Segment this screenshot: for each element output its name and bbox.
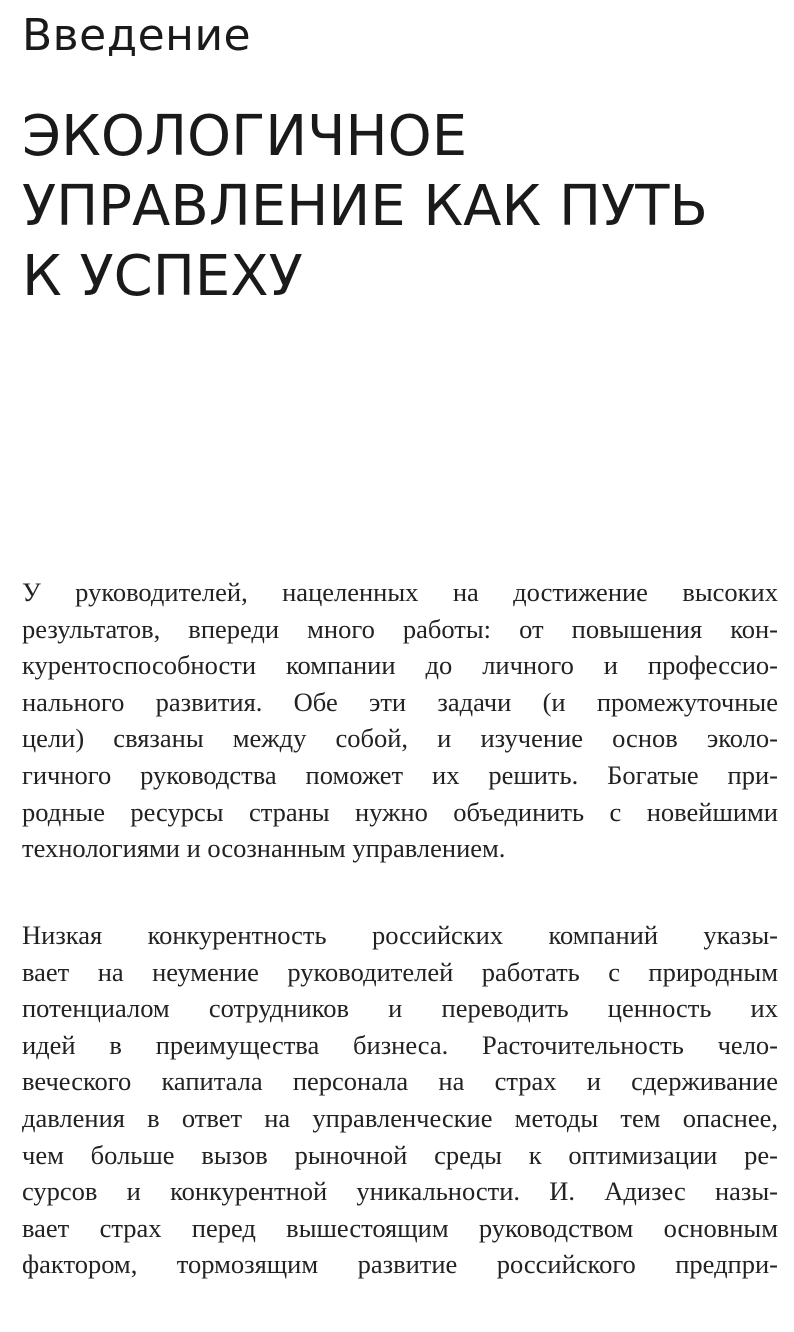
chapter-title-line: УПРАВЛЕНИЕ КАК ПУТЬ — [22, 174, 708, 239]
chapter-title-line: К УСПЕХУ — [22, 244, 303, 309]
text-line: курентоспособности компании до личного и профессио- — [22, 650, 778, 681]
text-line: Низкая конкурентность российских компаний указы- — [22, 920, 778, 950]
text-line: идей в преимущества бизнеса. Расточительность чело- — [22, 1029, 778, 1060]
text-line: нального развития. Обе эти задачи (и промежуточные — [22, 686, 778, 717]
text-line: родные ресурсы страны нужно объединить с новейшими — [22, 796, 778, 827]
text-line: веческого капитала персонала на страх и сдерживание — [22, 1066, 778, 1097]
chapter-title — [22, 102, 708, 312]
text-line: результатов, впереди много работы: от повышения кон- — [22, 613, 778, 644]
section-label: Введение — [22, 10, 252, 61]
text-line: фактором, тормозящим развитие российского предпри- — [22, 1249, 778, 1280]
chapter-title-line: ЭКОЛОГИЧНОЕ — [22, 104, 468, 169]
text-line: вает на неумение руководителей работать с природным — [22, 956, 778, 987]
text-line: технологиями и осознанным управлением. — [22, 833, 506, 864]
text-line: давления в ответ на управленческие методы тем опаснее, — [22, 1102, 778, 1133]
text-line: потенциалом сотрудников и переводить ценность их — [22, 993, 778, 1024]
text-line: цели) связаны между собой, и изучение основ эколо- — [22, 723, 778, 754]
text-line: чем больше вызов рыночной среды к оптимизации ре- — [22, 1139, 778, 1170]
text-line: гичного руководства поможет их решить. Богатые при- — [22, 759, 778, 790]
paragraph-1 — [22, 574, 778, 867]
text-line: вает страх перед вышестоящим руководством основным — [22, 1212, 778, 1243]
text-line: У руководителей, нацеленных на достижение высоких — [22, 577, 778, 607]
paragraph-2 — [22, 917, 778, 1283]
text-line: сурсов и конкурентной уникальности. И. Адизес назы- — [22, 1176, 778, 1207]
